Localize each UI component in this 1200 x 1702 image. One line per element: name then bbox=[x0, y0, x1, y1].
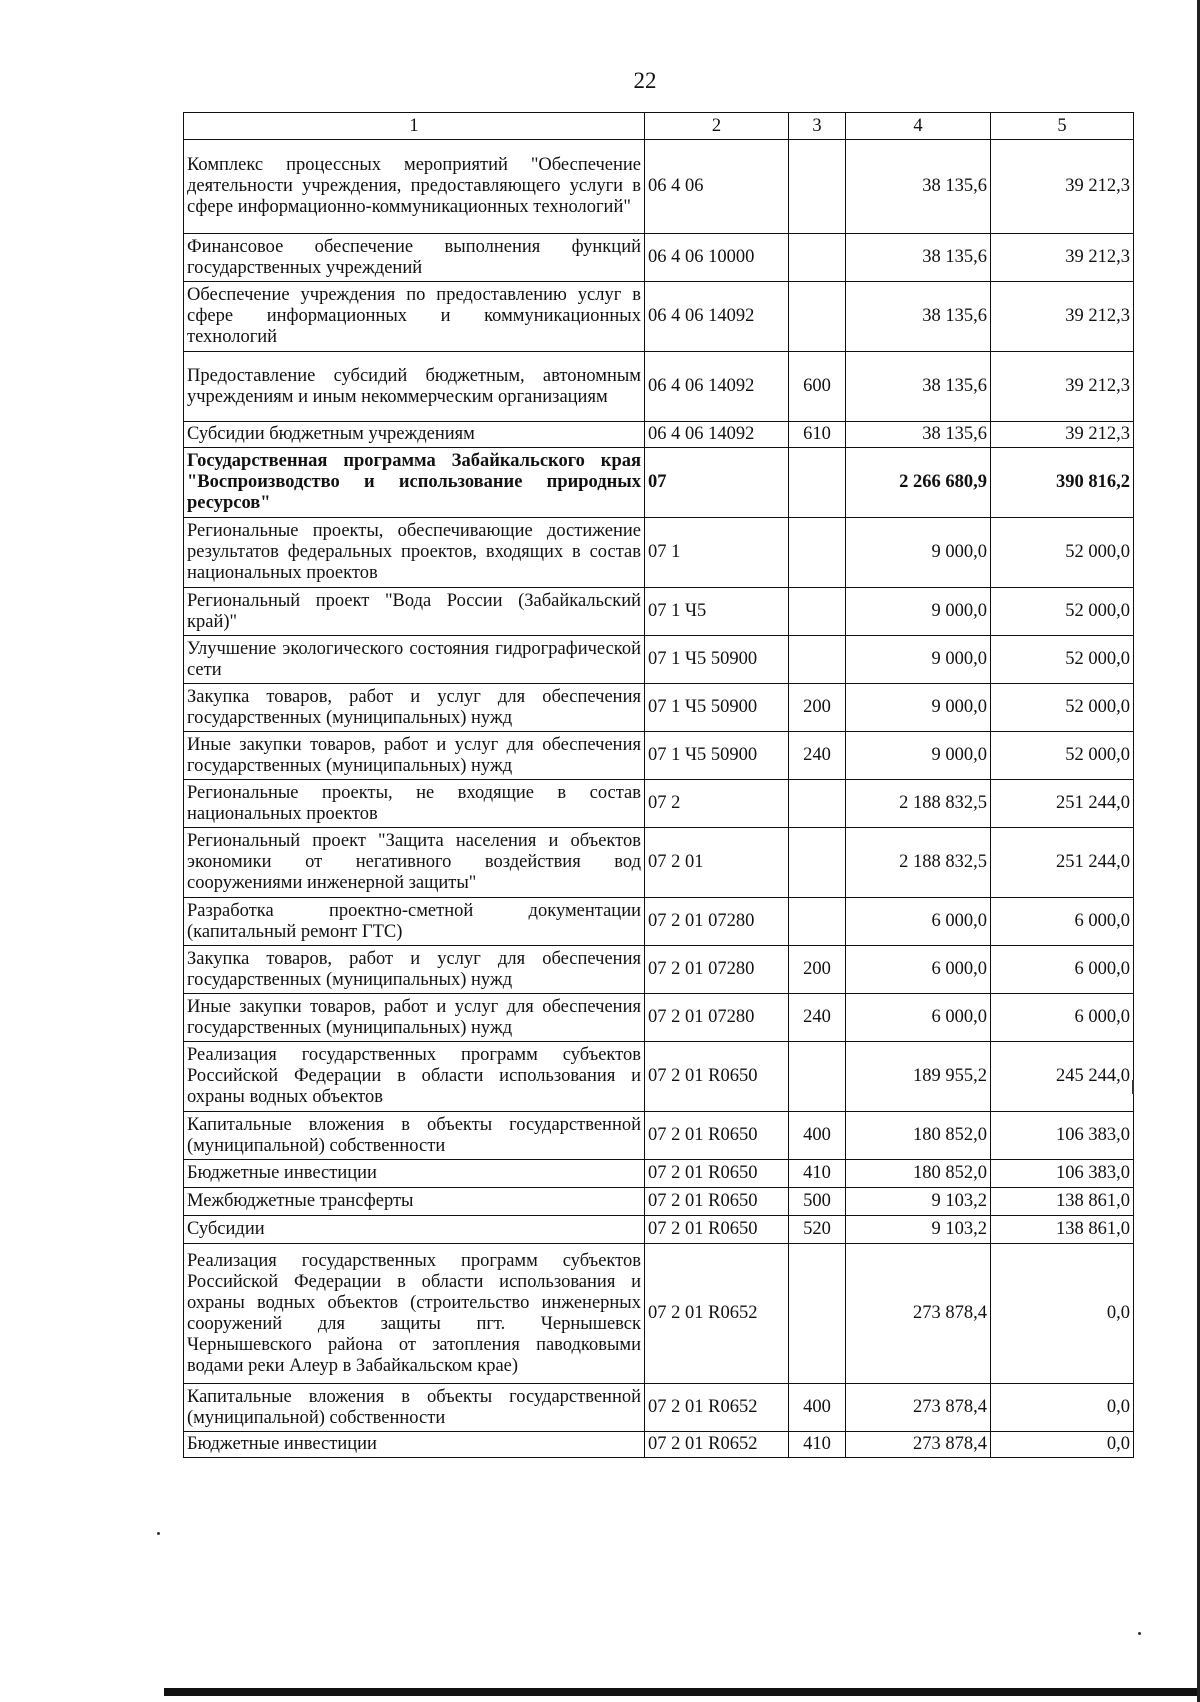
row-value-4-cell: 9 000,0 bbox=[846, 636, 991, 684]
row-value-5-cell: 39 212,3 bbox=[991, 422, 1134, 448]
row-type-cell: 610 bbox=[789, 422, 846, 448]
table-row bbox=[184, 448, 1134, 518]
row-type-cell bbox=[789, 140, 846, 234]
row-code-cell: 07 2 01 R0652 bbox=[645, 1244, 789, 1384]
table-row bbox=[184, 1384, 1134, 1432]
row-type-cell bbox=[789, 636, 846, 684]
row-name-cell: Субсидии bbox=[184, 1216, 645, 1244]
row-value-5-cell: 245 244,0 bbox=[991, 1042, 1134, 1112]
row-value-4-cell: 38 135,6 bbox=[846, 352, 991, 422]
row-value-5-cell: 106 383,0 bbox=[991, 1112, 1134, 1160]
row-code-cell: 07 bbox=[645, 448, 789, 518]
row-value-4-cell: 9 103,2 bbox=[846, 1188, 991, 1216]
table-row bbox=[184, 1188, 1134, 1216]
budget-table bbox=[183, 112, 1134, 1458]
row-type-cell bbox=[789, 282, 846, 352]
header-col-2: 2 bbox=[645, 113, 789, 140]
row-value-4-cell: 273 878,4 bbox=[846, 1384, 991, 1432]
row-value-4-cell: 38 135,6 bbox=[846, 140, 991, 234]
row-type-cell: 500 bbox=[789, 1188, 846, 1216]
table-row bbox=[184, 1160, 1134, 1188]
row-name-cell: Реализация государственных программ субъектов Российской Федерации в области использования и охраны водных объектов (строительство инженерных сооружений для защиты пгт. Чернышевск Чернышевского района от затопления паводковыми водами реки Алеур в Забайкальском крае) bbox=[184, 1244, 645, 1384]
table-row bbox=[184, 422, 1134, 448]
page-number: 22 bbox=[633, 68, 657, 93]
row-code-cell: 07 1 Ч5 50900 bbox=[645, 684, 789, 732]
row-value-4-cell: 9 000,0 bbox=[846, 732, 991, 780]
scan-speck bbox=[1138, 1632, 1141, 1635]
row-type-cell bbox=[789, 828, 846, 898]
row-value-5-cell: 6 000,0 bbox=[991, 898, 1134, 946]
row-name-cell: Закупка товаров, работ и услуг для обеспечения государственных (муниципальных) нужд bbox=[184, 684, 645, 732]
row-value-5-cell: 106 383,0 bbox=[991, 1160, 1134, 1188]
row-name-cell: Обеспечение учреждения по предоставлению услуг в сфере информационных и коммуникационных технологий bbox=[184, 282, 645, 352]
row-type-cell bbox=[789, 448, 846, 518]
row-code-cell: 07 2 01 R0650 bbox=[645, 1216, 789, 1244]
header-col-5: 5 bbox=[991, 113, 1134, 140]
row-code-cell: 06 4 06 14092 bbox=[645, 422, 789, 448]
table-row bbox=[184, 140, 1134, 234]
row-type-cell bbox=[789, 898, 846, 946]
row-name-cell: Закупка товаров, работ и услуг для обеспечения государственных (муниципальных) нужд bbox=[184, 946, 645, 994]
row-code-cell: 07 2 01 07280 bbox=[645, 898, 789, 946]
table-row bbox=[184, 1042, 1134, 1112]
row-value-4-cell: 6 000,0 bbox=[846, 994, 991, 1042]
row-value-4-cell: 189 955,2 bbox=[846, 1042, 991, 1112]
row-value-5-cell: 0,0 bbox=[991, 1384, 1134, 1432]
row-value-5-cell: 39 212,3 bbox=[991, 352, 1134, 422]
row-value-4-cell: 38 135,6 bbox=[846, 422, 991, 448]
row-value-5-cell: 52 000,0 bbox=[991, 684, 1134, 732]
row-value-5-cell: 138 861,0 bbox=[991, 1188, 1134, 1216]
table-row bbox=[184, 518, 1134, 588]
row-type-cell: 410 bbox=[789, 1160, 846, 1188]
row-code-cell: 07 2 01 07280 bbox=[645, 994, 789, 1042]
row-name-cell: Региональный проект "Защита населения и объектов экономики от негативного воздействия вод сооружениями инженерной защиты" bbox=[184, 828, 645, 898]
row-code-cell: 07 1 bbox=[645, 518, 789, 588]
row-name-cell: Разработка проектно-сметной документации (капитальный ремонт ГТС) bbox=[184, 898, 645, 946]
header-col-4: 4 bbox=[846, 113, 991, 140]
row-value-4-cell: 6 000,0 bbox=[846, 898, 991, 946]
row-type-cell bbox=[789, 780, 846, 828]
row-value-5-cell: 52 000,0 bbox=[991, 636, 1134, 684]
row-name-cell: Иные закупки товаров, работ и услуг для обеспечения государственных (муниципальных) нужд bbox=[184, 732, 645, 780]
row-name-cell: Иные закупки товаров, работ и услуг для обеспечения государственных (муниципальных) нужд bbox=[184, 994, 645, 1042]
row-value-5-cell: 251 244,0 bbox=[991, 780, 1134, 828]
table-row bbox=[184, 1432, 1134, 1458]
row-value-5-cell: 0,0 bbox=[991, 1244, 1134, 1384]
table-header-row bbox=[184, 113, 1134, 140]
row-value-5-cell: 39 212,3 bbox=[991, 282, 1134, 352]
row-value-4-cell: 38 135,6 bbox=[846, 282, 991, 352]
table-row bbox=[184, 780, 1134, 828]
row-value-5-cell: 6 000,0 bbox=[991, 946, 1134, 994]
row-value-4-cell: 9 000,0 bbox=[846, 684, 991, 732]
row-value-4-cell: 9 000,0 bbox=[846, 518, 991, 588]
row-value-4-cell: 180 852,0 bbox=[846, 1112, 991, 1160]
row-name-cell: Государственная программа Забайкальского края "Воспроизводство и использование природных ресурсов" bbox=[184, 448, 645, 518]
row-name-cell: Улучшение экологического состояния гидрографической сети bbox=[184, 636, 645, 684]
row-value-5-cell: 6 000,0 bbox=[991, 994, 1134, 1042]
row-value-4-cell: 2 188 832,5 bbox=[846, 828, 991, 898]
row-type-cell: 400 bbox=[789, 1384, 846, 1432]
row-type-cell: 600 bbox=[789, 352, 846, 422]
row-code-cell: 07 2 01 R0650 bbox=[645, 1042, 789, 1112]
row-value-5-cell: 251 244,0 bbox=[991, 828, 1134, 898]
row-value-4-cell: 9 000,0 bbox=[846, 588, 991, 636]
row-name-cell: Финансовое обеспечение выполнения функций государственных учреждений bbox=[184, 234, 645, 282]
row-name-cell: Бюджетные инвестиции bbox=[184, 1432, 645, 1458]
row-name-cell: Реализация государственных программ субъектов Российской Федерации в области использования и охраны водных объектов bbox=[184, 1042, 645, 1112]
table-row bbox=[184, 898, 1134, 946]
row-value-4-cell: 2 188 832,5 bbox=[846, 780, 991, 828]
row-value-4-cell: 6 000,0 bbox=[846, 946, 991, 994]
table-row bbox=[184, 1216, 1134, 1244]
row-value-5-cell: 52 000,0 bbox=[991, 518, 1134, 588]
row-value-4-cell: 180 852,0 bbox=[846, 1160, 991, 1188]
row-name-cell: Региональные проекты, не входящие в состав национальных проектов bbox=[184, 780, 645, 828]
table-row bbox=[184, 636, 1134, 684]
table-row bbox=[184, 732, 1134, 780]
row-value-5-cell: 390 816,2 bbox=[991, 448, 1134, 518]
row-code-cell: 07 1 Ч5 50900 bbox=[645, 636, 789, 684]
row-type-cell: 410 bbox=[789, 1432, 846, 1458]
table-row bbox=[184, 994, 1134, 1042]
row-value-5-cell: 39 212,3 bbox=[991, 234, 1134, 282]
row-code-cell: 07 2 01 R0650 bbox=[645, 1188, 789, 1216]
row-type-cell: 200 bbox=[789, 684, 846, 732]
row-type-cell bbox=[789, 518, 846, 588]
row-code-cell: 06 4 06 14092 bbox=[645, 352, 789, 422]
row-code-cell: 06 4 06 bbox=[645, 140, 789, 234]
row-code-cell: 07 2 01 R0650 bbox=[645, 1112, 789, 1160]
header-col-1: 1 bbox=[184, 113, 645, 140]
row-type-cell: 240 bbox=[789, 732, 846, 780]
row-code-cell: 07 2 01 R0652 bbox=[645, 1432, 789, 1458]
row-code-cell: 07 2 01 bbox=[645, 828, 789, 898]
row-value-5-cell: 52 000,0 bbox=[991, 588, 1134, 636]
row-value-5-cell: 52 000,0 bbox=[991, 732, 1134, 780]
row-name-cell: Комплекс процессных мероприятий "Обеспечение деятельности учреждения, предоставляющего услуги в сфере информационно-коммуникационных технологий" bbox=[184, 140, 645, 234]
row-code-cell: 07 1 Ч5 50900 bbox=[645, 732, 789, 780]
row-name-cell: Субсидии бюджетным учреждениям bbox=[184, 422, 645, 448]
row-code-cell: 07 1 Ч5 bbox=[645, 588, 789, 636]
row-code-cell: 06 4 06 14092 bbox=[645, 282, 789, 352]
row-value-4-cell: 2 266 680,9 bbox=[846, 448, 991, 518]
row-value-4-cell: 38 135,6 bbox=[846, 234, 991, 282]
row-type-cell: 520 bbox=[789, 1216, 846, 1244]
row-code-cell: 07 2 01 R0650 bbox=[645, 1160, 789, 1188]
row-value-4-cell: 9 103,2 bbox=[846, 1216, 991, 1244]
row-name-cell: Предоставление субсидий бюджетным, автономным учреждениям и иным некоммерческим организациям bbox=[184, 352, 645, 422]
row-type-cell: 200 bbox=[789, 946, 846, 994]
table-row bbox=[184, 588, 1134, 636]
row-type-cell bbox=[789, 1042, 846, 1112]
row-name-cell: Межбюджетные трансферты bbox=[184, 1188, 645, 1216]
row-name-cell: Региональный проект "Вода России (Забайкальский край)" bbox=[184, 588, 645, 636]
table-row bbox=[184, 1244, 1134, 1384]
row-name-cell: Капитальные вложения в объекты государственной (муниципальной) собственности bbox=[184, 1112, 645, 1160]
row-name-cell: Региональные проекты, обеспечивающие достижение результатов федеральных проектов, входящих в состав национальных проектов bbox=[184, 518, 645, 588]
row-code-cell: 06 4 06 10000 bbox=[645, 234, 789, 282]
row-value-5-cell: 0,0 bbox=[991, 1432, 1134, 1458]
table-row bbox=[184, 828, 1134, 898]
row-code-cell: 07 2 01 07280 bbox=[645, 946, 789, 994]
row-code-cell: 07 2 01 R0652 bbox=[645, 1384, 789, 1432]
table-row bbox=[184, 282, 1134, 352]
row-name-cell: Капитальные вложения в объекты государственной (муниципальной) собственности bbox=[184, 1384, 645, 1432]
row-value-5-cell: 138 861,0 bbox=[991, 1216, 1134, 1244]
row-value-4-cell: 273 878,4 bbox=[846, 1244, 991, 1384]
table-row bbox=[184, 684, 1134, 732]
row-value-5-cell: 39 212,3 bbox=[991, 140, 1134, 234]
header-col-3: 3 bbox=[789, 113, 846, 140]
row-type-cell: 240 bbox=[789, 994, 846, 1042]
row-name-cell: Бюджетные инвестиции bbox=[184, 1160, 645, 1188]
table-row bbox=[184, 234, 1134, 282]
row-type-cell bbox=[789, 588, 846, 636]
row-type-cell bbox=[789, 1244, 846, 1384]
row-type-cell bbox=[789, 234, 846, 282]
table-row bbox=[184, 946, 1134, 994]
row-type-cell: 400 bbox=[789, 1112, 846, 1160]
scan-border-bottom bbox=[164, 1688, 1200, 1696]
table-row bbox=[184, 352, 1134, 422]
row-value-4-cell: 273 878,4 bbox=[846, 1432, 991, 1458]
table-row bbox=[184, 1112, 1134, 1160]
scan-speck bbox=[1132, 1080, 1134, 1094]
table-body bbox=[184, 140, 1134, 1458]
row-code-cell: 07 2 bbox=[645, 780, 789, 828]
scan-speck bbox=[157, 1532, 160, 1535]
